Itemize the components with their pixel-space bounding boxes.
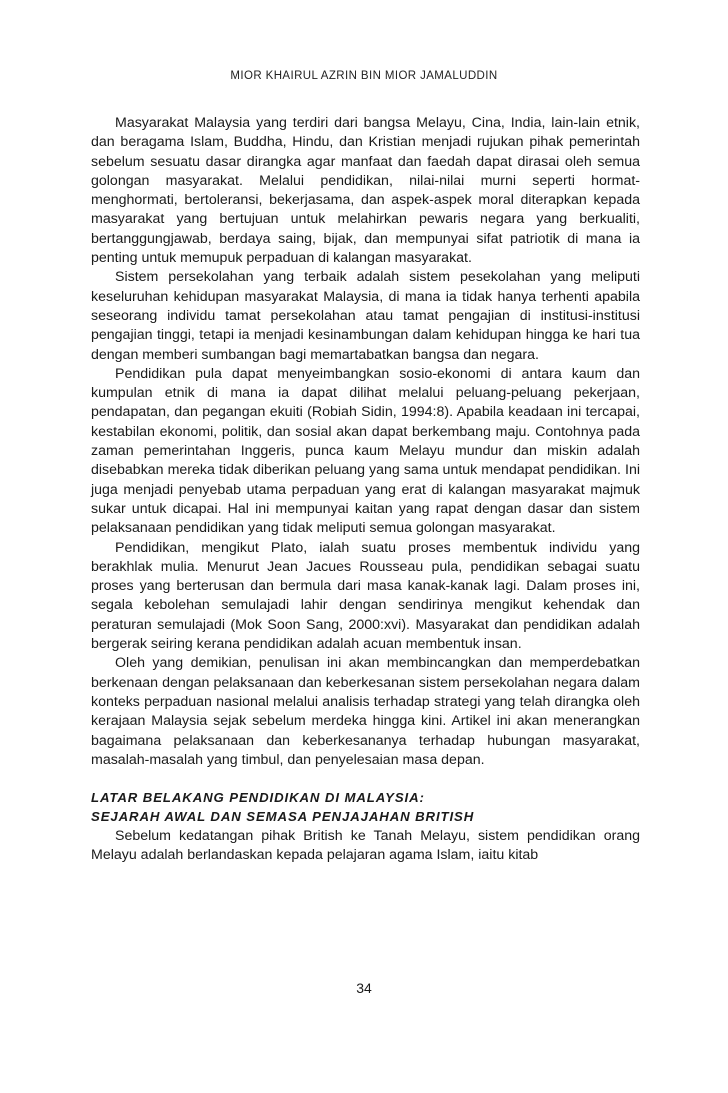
section-heading-line-1: LATAR BELAKANG PENDIDIKAN DI MALAYSIA: xyxy=(91,790,425,806)
paragraph-4: Pendidikan, mengikut Plato, ialah suatu proses membentuk individu yang berakhlak mulia. Menurut Jean Jacues Rousseau pula, pendidikan sebagai suatu proses yang berterusan dan bermula dari masa kanak-kanak lagi. Dalam proses ini, segala kebolehan semulajadi lahir dengan sendirinya mengikut kehendak dan peraturan semulajadi (Mok Soon Sang, 2000:xvi). Masyarakat dan pendidikan adalah bergerak seiring kerana pendidikan adalah acuan membentuk insan. xyxy=(91,539,640,653)
paragraph-3: Pendidikan pula dapat menyeimbangkan sosio-ekonomi di antara kaum dan kumpulan etnik di mana ia dapat dilihat melalui peluang-peluang pekerjaan, pendapatan, dan pegangan ekuiti (Robiah Sidin, 1994:8). Apabila keadaan ini tercapai, kestabilan ekonomi, politik, dan sosial akan dapat berkembang maju. Contohnya pada zaman pemerintahan Inggeris, punca kaum Melayu mundur dan miskin adalah disebabkan mereka tidak diberikan peluang yang sama untuk mendapat pendidikan. Ini juga menjadi penyebab utama perpaduan yang erat di kalangan masyarakat majmuk sukar untuk dicapai. Hal ini mempunyai kaitan yang rapat dengan dasar dan sistem pelaksanaan pendidikan yang tidak meliputi semua golongan masyarakat. xyxy=(91,365,640,537)
paragraph-1: Masyarakat Malaysia yang terdiri dari bangsa Melayu, Cina, India, lain-lain etnik, dan beragama Islam, Buddha, Hindu, dan Kristian menjadi rujukan pihak pemerintah sebelum sesuatu dasar dirangka agar manfaat dan faedah dapat dirasai oleh semua golongan masyarakat. Melalui pendidikan, nilai-nilai murni seperti hormat-menghormati, bertoleransi, bekerjasama, dan aspek-aspek moral diterapkan kepada masyarakat yang bertujuan untuk melahirkan pewaris negara yang berkualiti, bertanggungjawab, berdaya saing, bijak, dan mempunyai sifat patriotik di mana ia penting untuk memupuk perpaduan di kalangan masyarakat. xyxy=(91,115,640,267)
body-text xyxy=(91,114,640,865)
paragraph-5: Oleh yang demikian, penulisan ini akan membincangkan dan memperdebatkan berkenaan dengan pelaksanaan dan keberkesanan sistem persekolahan negara dalam konteks perpaduan nasional melalui analisis terhadap strategi yang telah dirangka oleh kerajaan Malaysia sejak sebelum merdeka hingga kini. Artikel ini akan menerangkan bagaimana pelaksanaan dan keberkesananya terhadap hubungan masyarakat, masalah-masalah yang timbul, dan penyelesaian masa depan. xyxy=(91,655,640,768)
section-paragraph: Sebelum kedatangan pihak British ke Tanah Melayu, sistem pendidikan orang Melayu adalah berlandaskan kepada pelajaran agama Islam, iaitu kitab xyxy=(91,827,640,863)
section-heading-line-2: SEJARAH AWAL DAN SEMASA PENJAJAHAN BRITISH xyxy=(91,809,475,825)
paragraph-2: Sistem persekolahan yang terbaik adalah sistem pesekolahan yang meliputi keseluruhan kehidupan masyarakat Malaysia, di mana ia tidak hanya terhenti apabila seseorang individu tamat persekolahan atau tamat pengajian di institusi-institusi pengajian tinggi, tetapi ia menjadi kesinambungan dalam kehidupan hingga ke hari tua dengan memberi sumbangan bagi memartabatkan bangsa dan negara. xyxy=(91,269,640,363)
page-number: 34 xyxy=(356,980,372,996)
running-header: MIOR KHAIRUL AZRIN BIN MIOR JAMALUDDIN xyxy=(230,70,498,82)
